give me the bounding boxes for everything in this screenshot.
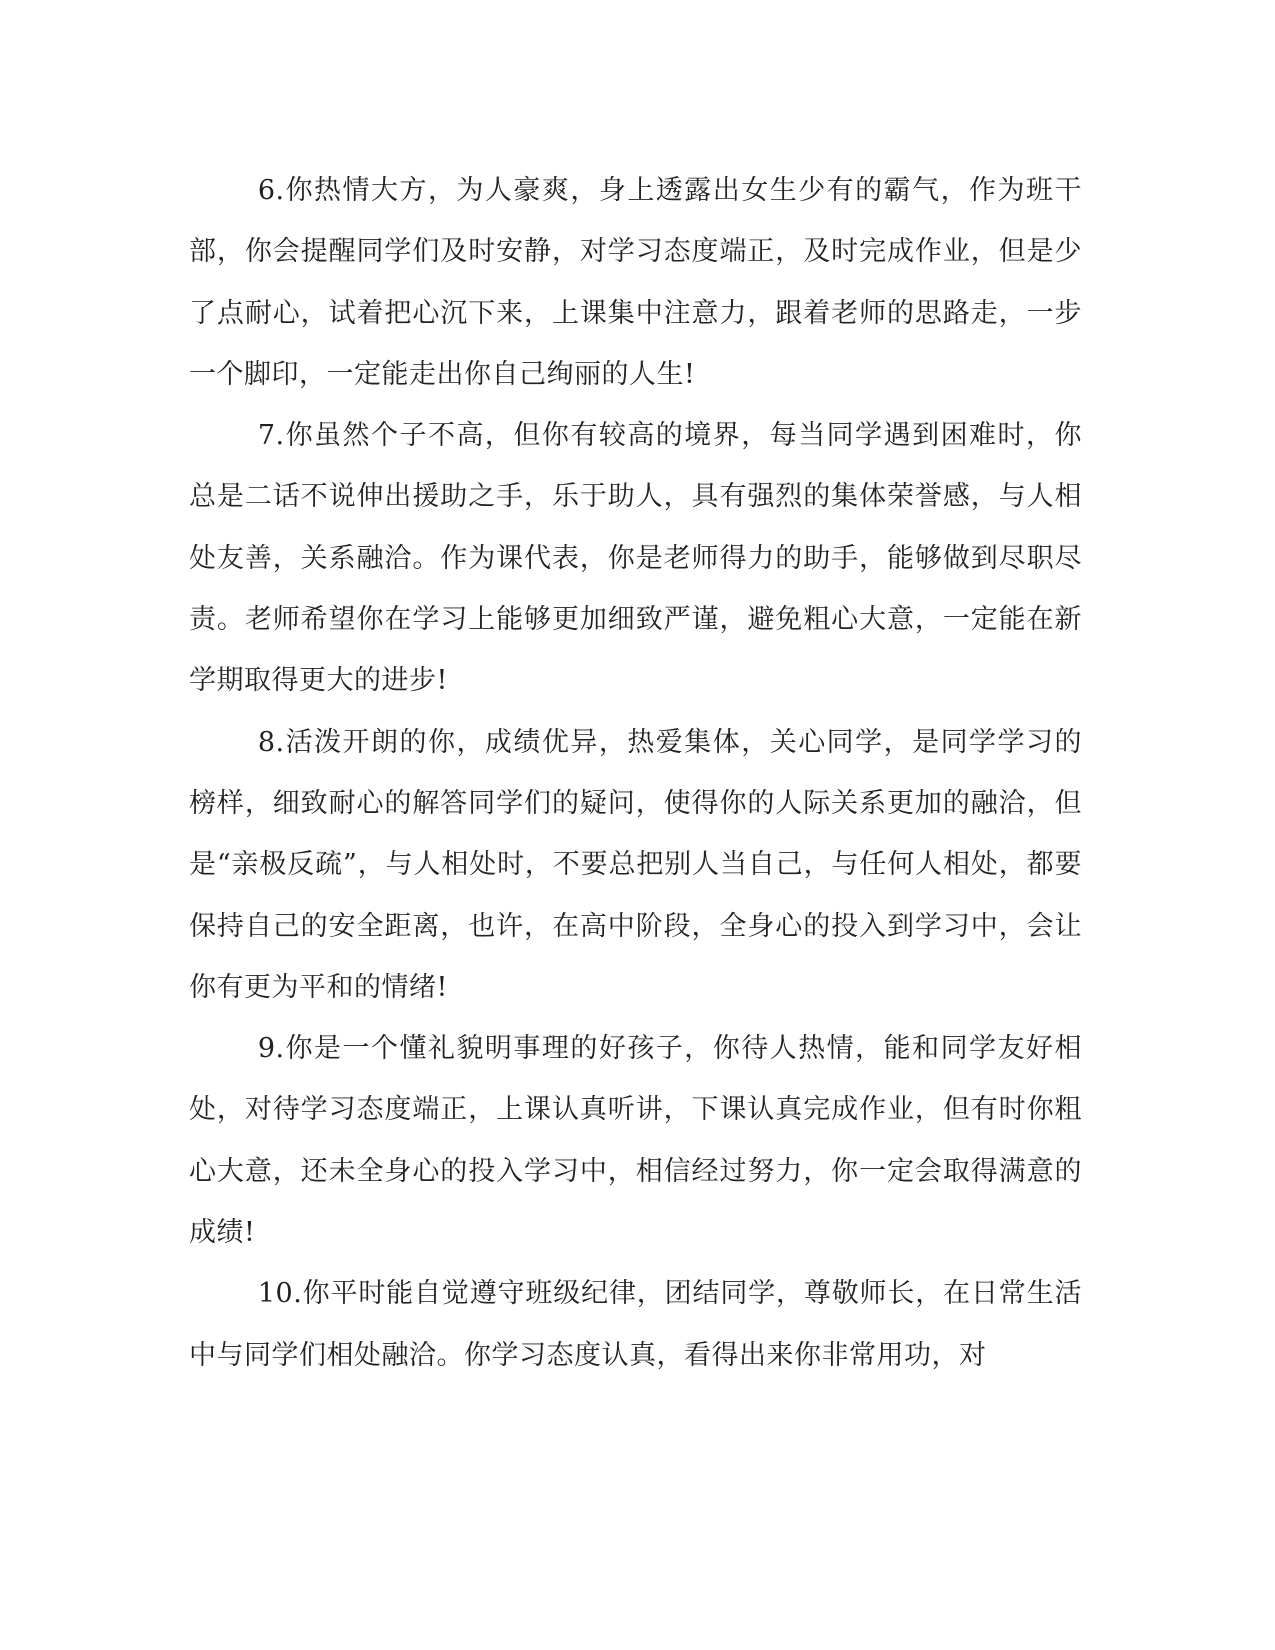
comment-paragraph-9: 9.你是一个懂礼貌明事理的好孩子，你待人热情，能和同学友好相处，对待学习态度端正，上课认真听讲，下课认真完成作业，但有时你粗心大意，还未全身心的投入学习中，相信经过努力，你一定会取得满意的成绩! — [189, 1033, 1082, 1249]
comment-paragraph-10: 10.你平时能自觉遵守班级纪律，团结同学，尊敬师长，在日常生活中与同学们相处融洽。你学习态度认真，看得出来你非常用功，对 — [189, 1278, 1082, 1371]
document-body — [189, 160, 1082, 1386]
comment-paragraph-7: 7.你虽然个子不高，但你有较高的境界，每当同学遇到困难时，你总是二话不说伸出援助之手，乐于助人，具有强烈的集体荣誉感，与人相处友善，关系融洽。作为课代表，你是老师得力的助手，能够做到尽职尽责。老师希望你在学习上能够更加细致严谨，避免粗心大意，一定能在新学期取得更大的进步! — [189, 420, 1082, 697]
comment-paragraph-8: 8.活泼开朗的你，成绩优异，热爱集体，关心同学，是同学学习的榜样，细致耐心的解答同学们的疑问，使得你的人际关系更加的融洽，但是“亲极反疏”，与人相处时，不要总把别人当自己，与任何人相处，都要保持自己的安全距离，也许，在高中阶段，全身心的投入到学习中，会让你有更为平和的情绪! — [189, 726, 1082, 1003]
comment-paragraph-6: 6.你热情大方，为人豪爽，身上透露出女生少有的霸气，作为班干部，你会提醒同学们及时安静，对学习态度端正，及时完成作业，但是少了点耐心，试着把心沉下来，上课集中注意力，跟着老师的思路走，一步一个脚印，一定能走出你自己绚丽的人生! — [189, 175, 1082, 390]
